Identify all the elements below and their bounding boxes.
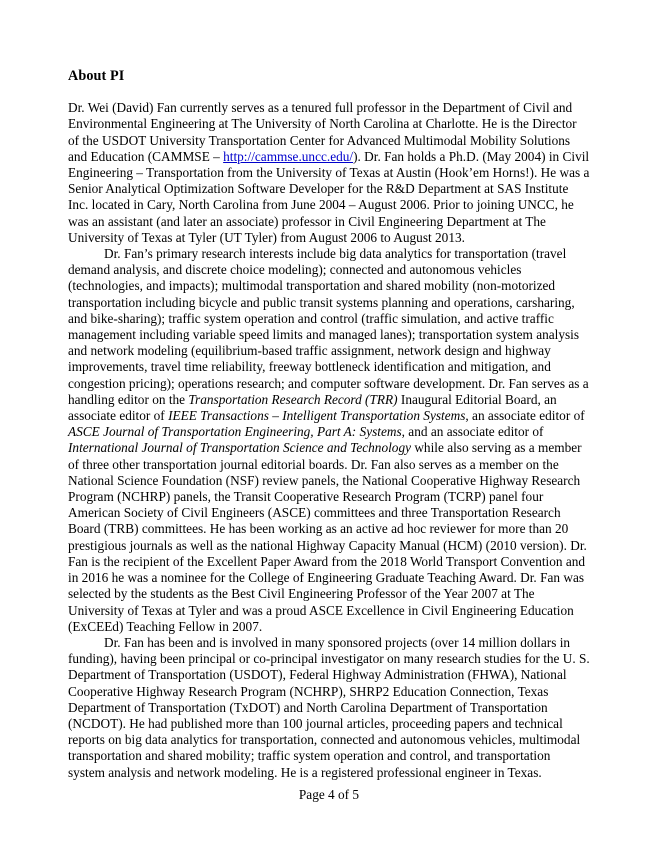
text-run: Dr. Wei (David) Fan currently serves as a tenured full professor in the Department of Civil and Environmental Engineering at The University of North Carolina at Charlotte. He is the Director of the USDOT University Transportation Center for Advanced Multimodal Mobility Solutions and Education (CAMMSE – <box>68 100 577 164</box>
paragraph-3 <box>68 635 590 781</box>
text-run: Dr. Fan’s primary research interests include big data analytics for transportation (travel demand analysis, and discrete choice modeling); connected and autonomous vehicles (technologies, and impacts); multimodal transportation and shared mobility (non-motorized transportation including bicycle and public transit systems planning and operations, carsharing, and bike-sharing); traffic system operation and control (traffic simulation, and active traffic management including variable speed limits and managed lanes); transportation system analysis and network modeling (equilibrium-based traffic assignment, network design and highway improvements, travel time reliability, freeway bottleneck identification and mitigation, and congestion pricing); operations research; and computer software development. Dr. Fan serves as a handling editor on the <box>68 246 589 407</box>
document-body <box>68 68 590 781</box>
text-run: , and an associate editor of <box>401 424 544 440</box>
paragraph-2 <box>68 246 590 635</box>
page-title: About PI <box>68 68 125 84</box>
text-run: Inaugural Editorial Board, an associate editor of <box>68 391 557 424</box>
text-run: Dr. Fan has been and is involved in many sponsored projects (over 14 million dollars in funding), having been principal or co-principal investigator on many research studies for the U. S. Department of Transportation (USDOT), Federal Highway Administration (FHWA), National Cooperative Highway Research Program (NCHRP), SHRP2 Education Connection, Texas Department of Transportation (TxDOT) and North Carolina Department of Transportation (NCDOT). He had published more than 100 journal articles, proceeding papers and technical reports on big data analytics for transportation, connected and autonomous vehicles, multimodal transportation and shared mobility; traffic system operation and control, and transportation system analysis and network modeling. He is a registered professional engineer in Texas. <box>68 634 590 780</box>
journal-title-italic: Transportation Research Record (TRR) <box>188 391 398 407</box>
page-footer <box>0 787 658 803</box>
text-run: ). Dr. Fan holds a Ph.D. (May 2004) in Civil Engineering – Transportation from the University of Texas at Austin (Hook’em Horns!). He was a Senior Analytical Optimization Software Developer for the R&D Department at SAS Institute Inc. located in Cary, North Carolina from June 2004 – August 2006. Prior to joining UNCC, he was an assistant (and later an associate) professor in Civil Engineering Department at The University of Texas at Tyler (UT Tyler) from August 2006 to August 2013. <box>68 148 590 245</box>
cammse-hyperlink[interactable]: http://cammse.uncc.edu/ <box>223 148 354 164</box>
journal-title-italic: International Journal of Transportation Science and Technology <box>68 440 411 456</box>
journal-title-italic: IEEE Transactions – Intelligent Transportation Systems <box>168 408 466 424</box>
paragraph-1 <box>68 100 590 246</box>
text-run: , an associate editor of <box>465 408 585 424</box>
page-number-label: Page 4 of 5 <box>298 787 360 802</box>
journal-title-italic: ASCE Journal of Transportation Engineering, Part A: Systems <box>68 424 402 440</box>
text-run: while also serving as a member of three other transportation journal editorial boards. Dr. Fan also serves as a member on the National Science Foundation (NSF) review panels, the National Cooperative Highway Research Program (NCHRP) panels, the Transit Cooperative Research Program (TCRP) panel four American Society of Civil Engineers (ASCE) committees and three Transportation Research Board (TRB) committees. He has been working as an active ad hoc reviewer for more than 20 prestigious journals as well as the national Highway Capacity Manual (HCM) (2010 version). Dr. Fan is the recipient of the Excellent Paper Award from the 2018 World Transport Convention and in 2016 he was a nominee for the College of Engineering Graduate Teaching Award. Dr. Fan was selected by the students as the Best Civil Engineering Professor of the Year 2007 at The University of Texas at Tyler and was a proud ASCE Excellence in Civil Engineering Education (ExCEEd) Teaching Fellow in 2007. <box>68 440 587 634</box>
about-pi-text-block <box>68 100 590 781</box>
